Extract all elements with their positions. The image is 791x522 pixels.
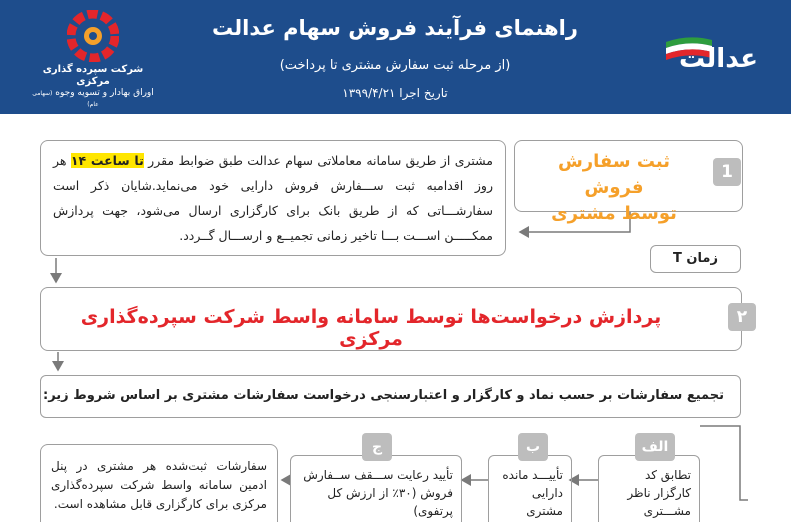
- page-subtitle: (از مرحله ثبت سفارش مشتری تا پرداخت): [279, 58, 511, 73]
- step1-box: [514, 140, 743, 224]
- logo-name-suffix: (سهامی عام): [32, 90, 99, 108]
- condition-be-text: تأییـــد مانده دارایی مشتری: [502, 468, 563, 518]
- admin-panel-note: سفارشات ثبت‌شده هر مشتری در پنل ادمین سامانه واسط شرکت سپرده‌گذاری مرکزی برای کارگزاری قابل مشاهده است.: [40, 444, 278, 522]
- step1-title-line1: ثبت سفارش فروش: [557, 151, 671, 198]
- condition-alef-text: تطابق کد کارگزار ناظر مشـــتری: [627, 468, 691, 518]
- condition-alef-badge: الف: [635, 433, 675, 461]
- condition-jim-badge: ج: [362, 433, 392, 461]
- deadline-highlight: تا ساعت ۱۴: [70, 153, 144, 168]
- execution-date: تاریخ اجرا ۱۳۹۹/۴/۲۱: [342, 86, 448, 100]
- aggregation-box: [40, 375, 741, 418]
- aggregation-text: تجمیع سفارشات بر حسب نماد و کارگزار و اعتبارسنجی درخواست سفارشات مشتری بر اساس شروط زیر:: [43, 388, 724, 403]
- edalat-logo-text: عدالت: [679, 44, 758, 74]
- step2-number-badge: ۲: [728, 303, 756, 331]
- edalat-logo: [660, 18, 760, 98]
- csdi-logo-icon: [67, 10, 119, 62]
- step1-desc-part2: هر روز اقدامبه ثبت ســـفارش فروش دارایی خود می‌نماید.شایان ذکر است سفارشـــاتی که از طریق بانک برای کارگزاری ارسال می‌شود، جهت پردازش ممکـــــن اســـت بـــا تاخیر زمانی تجمیــع و ارســـال گــردد.: [53, 153, 493, 243]
- time-t-label: زمان T: [650, 245, 741, 273]
- condition-be-box: [488, 455, 572, 522]
- logo-name-line2-text: اوراق بهادار و تسویه وجوه: [55, 88, 154, 98]
- header-banner: [0, 0, 791, 114]
- csdi-logo: [28, 10, 158, 108]
- logo-name-line1: شرکت سپرده گذاری مرکزی: [42, 64, 144, 87]
- step1-number-badge: 1: [713, 158, 741, 186]
- step1-desc-part1: مشتری از طریق سامانه معاملاتی سهام عدالت طبق ضوابط مقرر: [143, 153, 493, 168]
- step2-title: پردازش درخواست‌ها توسط سامانه واسط شرکت سپرده‌گذاری مرکزی: [80, 306, 662, 350]
- logo-name-line2: [28, 88, 158, 110]
- condition-alef-box: [598, 455, 700, 522]
- condition-jim-box: [290, 455, 462, 522]
- page-title: راهنمای فرآیند فروش سهام عدالت: [212, 16, 578, 40]
- condition-be-badge: ب: [518, 433, 548, 461]
- step1-title-line2: توسط مشتری: [551, 203, 677, 224]
- step1-description: [40, 140, 506, 256]
- condition-jim-text: تأیید رعایت ســـقف ســفارش فروش (۳۰٪ از ارزش کل پرتفوی): [303, 468, 453, 518]
- step2-box: [40, 287, 742, 351]
- step1-title: [534, 149, 694, 227]
